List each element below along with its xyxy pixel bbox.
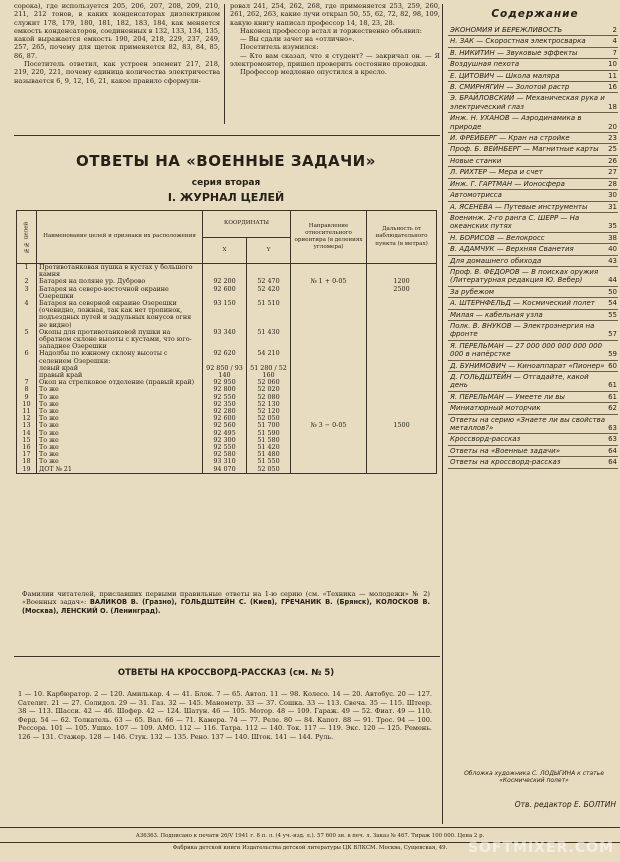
cell-num: 1	[17, 264, 37, 279]
target-name	[37, 401, 203, 408]
toc-page: 16	[608, 83, 617, 92]
cell-x: 93 310	[203, 458, 247, 465]
toc-page: 61	[608, 392, 617, 401]
table-row	[17, 300, 437, 329]
cell-num: 12	[17, 415, 37, 422]
target-name-line: То же	[39, 450, 59, 459]
cell-dir	[291, 394, 367, 401]
toc-label: ЭКОНОМИЯ И БЕРЕЖЛИВОСТЬ	[450, 26, 563, 34]
cell-x: 92 550	[203, 444, 247, 451]
cell-dist	[367, 394, 437, 401]
toc-item	[448, 167, 618, 178]
cell-y: 54 210	[247, 350, 291, 364]
cell-dir: № 1 + 0-05	[291, 278, 367, 285]
paragraph: сорока), где используется 205, 206, 207, 208, 209, 210, 211, 212 тонов, в каких конденсаторах диэлектриком служит 178, 179, 180, 181, 182, 183, 184, как меняется емкость конденсаторов, соединенных в 132, 133, 134, 135, какой выражается емкость 190, 204, 218, 229, 237, 249, 257, 265, почему для щеток применяется 82, 83, 84, 85, 86, 87.	[14, 2, 220, 60]
target-name	[37, 365, 203, 379]
toc-label: В. АДАМЧУК — Верхняя Сванетия	[450, 245, 574, 254]
target-name-line: То же	[39, 399, 59, 408]
cell-dist: 1200	[367, 278, 437, 285]
cell-y: 51 580	[247, 437, 291, 444]
cell-y: 51 590	[247, 430, 291, 437]
cell-num: 17	[17, 451, 37, 458]
target-name-line: То же	[39, 385, 59, 394]
targets-table	[16, 210, 437, 474]
toc-label: Воздушная пехота	[450, 60, 520, 69]
cell-x: 92 495	[203, 430, 247, 437]
cell-dir	[291, 466, 367, 474]
toc-item	[448, 321, 618, 341]
toc-page: 4	[612, 37, 617, 46]
cell-dist	[367, 300, 437, 329]
cell-num: 10	[17, 401, 37, 408]
paragraph: Профессор медленно опустился в кресло.	[240, 68, 387, 77]
target-name-line: правый край	[39, 371, 83, 380]
readers-intro: Фамилии читателей, приславших первыми правильные ответы на 1-ю серию (см. «Техника — молодежи» № 2) «Военных задач»:	[22, 590, 430, 607]
toc-item	[448, 156, 618, 167]
toc-item	[448, 446, 618, 457]
cell-x: 93 340	[203, 329, 247, 351]
toc-page: 60	[608, 361, 617, 370]
section-divider	[14, 656, 440, 657]
header-name: Наименование целей и признаки их расположения	[37, 211, 203, 264]
toc-item	[448, 341, 618, 361]
toc-page: 18	[608, 102, 617, 111]
target-name	[37, 451, 203, 458]
toc-label: Ответы на кроссворд-рассказ	[450, 458, 561, 467]
cell-num: 16	[17, 444, 37, 451]
toc-page: 25	[608, 145, 617, 154]
target-name	[37, 329, 203, 351]
target-name-line: Батарея на северной окраине Озерешки (очевидно, ложная, так как нет тропинок, подъездных путей и задульных конусов огня не видно)	[39, 299, 192, 329]
cell-num: 8	[17, 386, 37, 393]
toc-page: 23	[608, 134, 617, 143]
toc-label: В. НИКИТИН — Звуковые эффекты	[450, 48, 578, 57]
target-name-line: То же	[39, 457, 59, 466]
cell-y: 52 050	[247, 466, 291, 474]
toc-page: 59	[608, 350, 617, 359]
toc-label: Л. РИХТЕР — Мера и счет	[450, 168, 543, 177]
target-name	[37, 466, 203, 474]
crossword-title: ОТВЕТЫ НА КРОССВОРД-РАССКАЗ (см. № 5)	[117, 668, 335, 678]
toc-label: Военинж. 2-го ранга С. ШЕРР — На океанских путях	[450, 213, 580, 231]
toc-label: Н. ЗАК — Скоростная электросварка	[450, 37, 586, 46]
cell-x: 92 600	[203, 415, 247, 422]
toc-item	[448, 113, 618, 133]
cell-dir	[291, 401, 367, 408]
cell-x: 94 070	[203, 466, 247, 474]
toc-item	[448, 190, 618, 201]
cell-y: 51 430	[247, 329, 291, 351]
cell-num: 9	[17, 394, 37, 401]
series-subtitle: серия вторая	[191, 178, 261, 188]
target-name	[37, 300, 203, 329]
toc-item	[448, 372, 618, 392]
cell-num: 11	[17, 408, 37, 415]
target-name	[37, 430, 203, 437]
toc-label: Проф. В. ФЕДОРОВ — В поисках оружия (Литературная редакция Ю. Вебер)	[450, 267, 599, 285]
toc-page: 62	[608, 404, 617, 413]
target-name-line: Батарея на поляне ур. Дуброво	[39, 277, 146, 286]
toc-page: 10	[608, 60, 617, 69]
header-y: Y	[247, 237, 291, 264]
target-name-line: То же	[39, 407, 59, 416]
toc-label: Инж. Г. ГАРТМАН — Ионосфера	[450, 179, 565, 188]
table-row	[17, 365, 437, 379]
target-name-line: То же	[39, 443, 59, 452]
cell-dir: № 3 − 0-05	[291, 422, 367, 429]
cell-dir	[291, 458, 367, 465]
crossword-answers: 1 — 10. Карбюратор. 2 — 120. Амилькар. 4 — 41. Блок. 7 — 65. Автол. 11 — 98. Колесо. 14 — 20. Автобус. 20 — 127. Сателит. 21 — 27. Солидол. 29 — 31. Газ. 32 — 145. Манометр. 33 — 37. Сошка. 33 — 113. Свеча. 35 — 115. Штеер. 38 — 113. Шасси. 42 — 46. Шофер. 42 — 124. Шатун. 46 — 105. Мотор. 48 — 109. Гараж. 49 — 52. Фиат. 49 — 110. Ферд. 54 — 62. Толкатель. 63 — 65. Вал. 66 — 71. Камера. 74 — 77. Реле. 80 — 84. Капот. 88 — 91. Трос. 94 — 100. Рессора. 101 — 105. Ушко. 107 — 109. АМО. 112 — 116. Татра. 112 — 140. Ток. 117 — 119. Экс. 120 — 125. Ремень. 126 — 131. Стажер. 128 — 146. Стук. 132 — 135. Рено. 137 — 140. Шток. 141 — 144. Руль.	[18, 690, 432, 741]
cell-y: 51 280 / 52 160	[247, 365, 291, 379]
toc-page: 2	[612, 26, 617, 34]
imprint-divider	[0, 827, 620, 828]
target-name-line: Надолбы по южному склону высоты с селением Озерешки:	[39, 349, 168, 365]
cover-credit: Обложка художника С. ЛОДЫГИНА к статье «Космический полет»	[464, 770, 604, 785]
cell-y: 52 060	[247, 379, 291, 386]
target-name	[37, 394, 203, 401]
cell-dist	[367, 350, 437, 364]
toc-page: 31	[608, 202, 617, 211]
toc-item	[448, 48, 618, 59]
cell-dist	[367, 379, 437, 386]
toc-page: 26	[608, 156, 617, 165]
cell-num: 18	[17, 458, 37, 465]
toc-item	[448, 202, 618, 213]
cell-y: 51 480	[247, 451, 291, 458]
table-row	[17, 329, 437, 351]
cell-num: 14	[17, 430, 37, 437]
toc-page: 63	[608, 435, 617, 444]
cell-num	[17, 365, 37, 379]
cell-y: 51 700	[247, 422, 291, 429]
toc-label: Я. ПЕРЕЛЬМАН — 27 000 000 000 000 000 000 в напёрстке	[450, 341, 603, 359]
toc-item	[448, 392, 618, 403]
cell-x	[203, 264, 247, 279]
toc-page: 27	[608, 168, 617, 177]
toc-label: А. ЯСЕНЕВА — Путевые инструменты	[450, 202, 588, 211]
cell-dist	[367, 430, 437, 437]
header-num: №№ целей	[17, 211, 37, 264]
toc-label: Кроссворд-рассказ	[450, 435, 521, 444]
toc-label: Новые станки	[450, 156, 502, 165]
target-name-line: То же	[39, 414, 59, 423]
cell-x: 92 580	[203, 451, 247, 458]
target-name-line: левый край	[39, 363, 78, 372]
editor-credit: Отв. редактор Е. БОЛТИН	[514, 800, 616, 809]
target-name	[37, 264, 203, 279]
toc-label: Полк. В. ВНУКОВ — Электроэнергия на фронте	[450, 321, 595, 339]
toc-item	[448, 256, 618, 267]
target-name-line: То же	[39, 392, 59, 401]
cell-dir	[291, 300, 367, 329]
target-name-line: Батарея на северо-восточной окраине Озерешки	[39, 284, 169, 300]
journal-heading: I. ЖУРНАЛ ЦЕЛЕЙ	[167, 191, 285, 204]
toc-item	[448, 179, 618, 190]
toc-label: В. СМИРНЯГИН — Золотой растр	[450, 83, 570, 92]
target-name	[37, 350, 203, 364]
cell-dir	[291, 365, 367, 379]
toc-page: 64	[608, 458, 617, 467]
toc-heading: Содержание	[491, 8, 579, 20]
table-row	[17, 286, 437, 300]
toc-label: Автомотрисса	[450, 191, 502, 200]
cell-y: 51 510	[247, 300, 291, 329]
imprint-line: А36363. Подписано к печати 26/V 1941 г. 8 п. л. (4 уч.-изд. л.). 57 600 зн. в печ. л. Заказ № 467. Тираж 100 000. Цена 2 р.	[135, 833, 485, 839]
target-name-line: То же	[39, 421, 59, 430]
cell-x: 92 850 / 93 140	[203, 365, 247, 379]
toc-label: Ответы на «Военные задачи»	[450, 446, 561, 455]
toc-item	[448, 82, 618, 93]
toc-label: Д. ГОЛЬДШТЕЙН — Отгадайте, какой день	[450, 373, 589, 390]
header-distance: Дальность от наблюдательного пункта (в метрах)	[367, 211, 437, 264]
cell-y: 51 550	[247, 458, 291, 465]
watermark: SOFTMIXER.COM	[467, 840, 614, 856]
cell-x: 93 150	[203, 300, 247, 329]
paragraph: Посетитель изумился:	[240, 43, 319, 52]
target-name	[37, 437, 203, 444]
toc-item	[448, 71, 618, 82]
target-name	[37, 286, 203, 300]
cell-x: 92 600	[203, 286, 247, 300]
cell-dist: 1500	[367, 422, 437, 429]
toc-page: 63	[608, 424, 617, 433]
column-divider	[224, 4, 225, 124]
table-row	[17, 466, 437, 474]
cell-dist: 2500	[367, 286, 437, 300]
cell-dist	[367, 329, 437, 351]
cell-y: 52 080	[247, 394, 291, 401]
target-name-line: То же	[39, 435, 59, 444]
cell-dist	[367, 444, 437, 451]
cell-num: 5	[17, 329, 37, 351]
toc-item	[448, 361, 618, 372]
cell-dist	[367, 466, 437, 474]
toc-label: А. ШТЕРНФЕЛЬД — Космический полет	[450, 299, 595, 308]
cell-num: 6	[17, 350, 37, 364]
toc-page: 44	[608, 276, 617, 285]
toc-item	[448, 403, 618, 414]
paragraph: — Кто вам сказал, что я студент? — закричал он. — Я электромонтер, пришел проверить состояние проводки.	[230, 51, 440, 69]
toc-page: 35	[608, 222, 617, 231]
cell-dist	[367, 451, 437, 458]
cell-dist	[367, 408, 437, 415]
toc-item	[448, 415, 618, 435]
cell-y: 52 120	[247, 408, 291, 415]
toc-page: 57	[608, 330, 617, 339]
cell-x: 92 800	[203, 386, 247, 393]
cell-dir	[291, 264, 367, 279]
cell-dist	[367, 264, 437, 279]
section-divider	[14, 135, 440, 136]
toc-page: 38	[608, 233, 617, 242]
target-name-line: Окопы для противотанковой пушки на обратном склоне высоты с кустами, что юго-западнее Озерешки	[39, 327, 192, 351]
toc-page: 64	[608, 446, 617, 455]
toc-item	[448, 36, 618, 47]
toc-page: 54	[608, 299, 617, 308]
table-of-contents	[448, 25, 618, 469]
toc-item	[448, 310, 618, 321]
toc-item	[448, 133, 618, 144]
cell-num: 13	[17, 422, 37, 429]
cell-x: 92 200	[203, 278, 247, 285]
top-left-column	[14, 2, 220, 85]
cell-dir	[291, 329, 367, 351]
target-name	[37, 386, 203, 393]
toc-label: Н. БОРИСОВ — Велокросс	[450, 233, 545, 242]
cell-dist	[367, 458, 437, 465]
cell-dir	[291, 437, 367, 444]
toc-page: 61	[608, 381, 617, 390]
readers-names: ВАЛИКОВ В. (Гразно), ГОЛЬДШТЕЙН С. (Киев), ГРЕЧАНИК В. (Брянск), КОЛОСКОВ В. (Москва), ЛЕНСКИЙ О. (Ленинград).	[22, 598, 430, 615]
cell-num: 3	[17, 286, 37, 300]
cell-x: 92 280	[203, 408, 247, 415]
toc-page: 40	[608, 245, 617, 254]
toc-item	[448, 59, 618, 70]
cell-y: 52 420	[247, 286, 291, 300]
toc-item	[448, 244, 618, 255]
imprint-line: Фабрика детской книги Издательства детской литературы ЦК ВЛКСМ. Москва, Сущевская, 49.	[172, 845, 448, 851]
toc-page: 28	[608, 179, 617, 188]
toc-page: 11	[608, 71, 617, 80]
cell-x: 92 560	[203, 422, 247, 429]
toc-item	[448, 457, 618, 468]
toc-label: Ответы на серию «Знаете ли вы свойства металлов?»	[450, 415, 606, 433]
toc-page: 20	[608, 122, 617, 131]
cell-num: 19	[17, 466, 37, 474]
paragraph: — Вы сдали зачет на «отлично».	[240, 35, 355, 44]
cell-y: 52 050	[247, 415, 291, 422]
cell-dir	[291, 408, 367, 415]
target-name	[37, 408, 203, 415]
paragraph: ровал 241, 254, 262, 268, где применяется 253, 259, 260, 261, 262, 263, какие лучи открыл 50, 55, 62, 72, 82, 98, 109, какую книгу написал профессор 14, 18, 23, 28.	[230, 2, 440, 27]
header-x: X	[203, 237, 247, 264]
cell-x: 92 350	[203, 401, 247, 408]
cell-x: 92 950	[203, 379, 247, 386]
cell-x: 92 620	[203, 350, 247, 364]
toc-item	[448, 267, 618, 287]
toc-label: Д. БУНИМОВИЧ — Киноаппарат «Пионер»	[450, 361, 605, 370]
paragraph: Наконец профессор встал и торжественно объявил:	[240, 26, 422, 35]
cell-dir	[291, 386, 367, 393]
cell-num: 7	[17, 379, 37, 386]
toc-label: Я. ПЕРЕЛЬМАН — Умеете ли вы	[450, 392, 565, 401]
cell-num: 15	[17, 437, 37, 444]
toc-item	[448, 233, 618, 244]
cell-dir	[291, 286, 367, 300]
toc-label: Проф. Б. ВЕЙНБЕРГ — Магнитные карты	[450, 145, 599, 154]
target-name-line: То же	[39, 428, 59, 437]
paragraph: Посетитель ответил, как устроен элемент 217, 218, 219, 220, 221, почему единица количества электричества называется 6, 9, 12, 16, 21, какое правило сформули-	[14, 60, 220, 85]
readers-note	[22, 590, 430, 615]
header-coords: КООРДИНАТЫ	[203, 211, 291, 238]
top-right-column	[230, 2, 440, 77]
cell-dist	[367, 437, 437, 444]
cell-dir	[291, 451, 367, 458]
cell-dir	[291, 430, 367, 437]
toc-item	[448, 287, 618, 298]
toc-label: Милая — кабельная узла	[450, 310, 543, 319]
cell-y	[247, 264, 291, 279]
toc-label: Э. БРАЙЛОВСКИЙ — Механическая рука и электрический глаз	[450, 94, 605, 111]
toc-divider	[442, 4, 443, 824]
toc-item	[448, 213, 618, 233]
toc-page: 43	[608, 256, 617, 265]
toc-item	[448, 434, 618, 445]
toc-label: Инж. Н. УХАНОВ — Аэродинамика в природе	[450, 114, 582, 131]
cell-y: 52 130	[247, 401, 291, 408]
toc-label: Миниатюрный моторчик	[450, 404, 541, 413]
cell-dist	[367, 365, 437, 379]
toc-item	[448, 25, 618, 36]
target-name-line: Противотанковая пушка в кустах у большого камня	[39, 263, 193, 279]
target-name	[37, 415, 203, 422]
cell-num: 4	[17, 300, 37, 329]
cell-x: 92 300	[203, 437, 247, 444]
cell-num: 2	[17, 278, 37, 285]
toc-page: 7	[612, 48, 617, 57]
toc-item	[448, 298, 618, 309]
target-name-line: Окоп на стрелковое отделение (правый край)	[39, 378, 195, 387]
header-direction: Направление относительного ориентира (в делениях угломера)	[291, 211, 367, 264]
target-name	[37, 444, 203, 451]
cell-dist	[367, 386, 437, 393]
cell-y: 51 420	[247, 444, 291, 451]
cell-x: 92 550	[203, 394, 247, 401]
answers-title: ОТВЕТЫ НА «ВОЕННЫЕ ЗАДАЧИ»	[76, 152, 376, 170]
target-name-line: ДОТ № 21	[39, 464, 72, 473]
target-name	[37, 422, 203, 429]
toc-label: Е. ЦИТОВИЧ — Школа маляра	[450, 71, 560, 80]
targets-body	[17, 264, 437, 474]
toc-item	[448, 93, 618, 113]
cell-dir	[291, 379, 367, 386]
cell-dir	[291, 350, 367, 364]
toc-item	[448, 144, 618, 155]
toc-label: Для домашнего обихода	[450, 256, 542, 265]
cell-y: 52 470	[247, 278, 291, 285]
cell-dist	[367, 401, 437, 408]
cell-y: 52 020	[247, 386, 291, 393]
toc-page: 30	[608, 191, 617, 200]
toc-page: 50	[608, 287, 617, 296]
table-row	[17, 264, 437, 279]
toc-label: И. ФРЕЙБЕРГ — Кран на стройке	[450, 134, 570, 143]
cell-dir	[291, 444, 367, 451]
target-name	[37, 379, 203, 386]
toc-page: 55	[608, 310, 617, 319]
table-row	[17, 350, 437, 364]
toc-label: За рубежом	[450, 287, 495, 296]
